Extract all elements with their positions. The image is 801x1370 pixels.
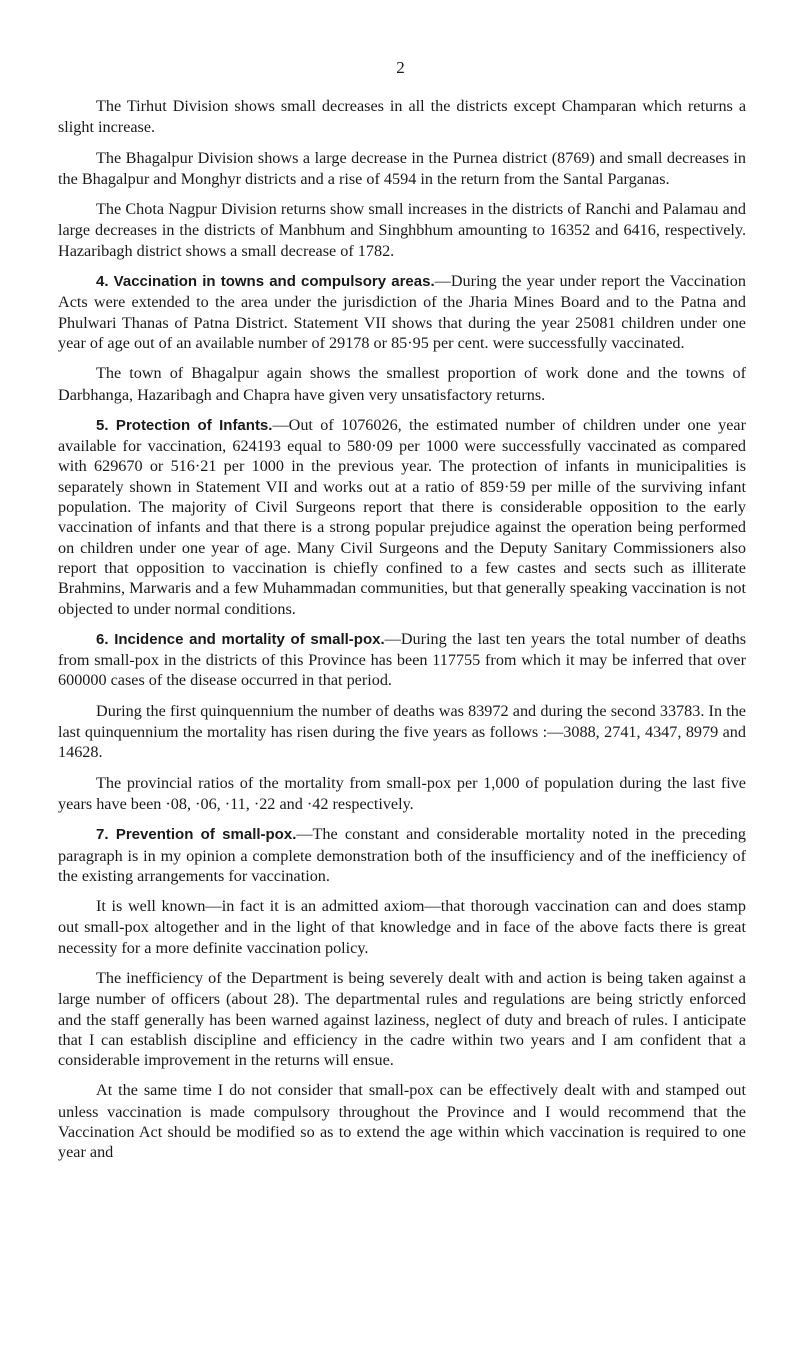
- section-5-protection-infants: [58, 415, 746, 619]
- paragraph-bhagalpur: [58, 148, 746, 190]
- paragraph-text: The Chota Nagpur Division returns show small increases in the districts of Ranchi and Palamau and large decreases in the districts of Manbhum and Singhbhum amounting to 16352 and 6416, respectively. Hazaribagh district shows a small decrease of 1782.: [58, 200, 746, 260]
- paragraph-text: —During the last ten years the total number of deaths from small-pox in the districts of this Province has been 117755 from which it may be inferred that over 600000 cases of the disease occurred in that period.: [58, 629, 746, 690]
- section-heading: 7. Prevention of small-pox.: [96, 826, 297, 844]
- paragraph-axiom: [58, 896, 746, 958]
- paragraph-text: The provincial ratios of the mortality from small-pox per 1,000 of population during the last five years have been ·08, ·06, ·11, ·22 and ·42 respectively.: [58, 773, 746, 813]
- paragraph-text: At the same time I do not consider that small-pox can be effectively dealt with and stamped out unless vaccination is made compulsory throughout the Province and I would recommend that the Vaccination Act should be modified so as to extend the age within which vaccination is required to one year and: [58, 1081, 746, 1162]
- paragraph-text: The Tirhut Division shows small decreases in all the districts except Champaran which returns a slight increase.: [58, 97, 746, 137]
- paragraph-text: During the first quinquennium the number of deaths was 83972 and during the second 33783. In the last quinquennium the mortality has risen during the five years as follows :—3088, 2741, 4347, 8979 and 14628.: [58, 701, 746, 762]
- paragraph-chota-nagpur: [58, 199, 746, 261]
- paragraph-text: The Bhagalpur Division shows a large decrease in the Purnea district (8769) and small decreases in the Bhagalpur and Monghyr districts and a rise of 4594 in the return from the Santal Parganas.: [58, 148, 746, 188]
- paragraph-text: It is well known—in fact it is an admitted axiom—that thorough vaccination can and does stamp out small-pox altogether and in the light of that knowledge and in face of the above facts there is great necessity for a more definite vaccination policy.: [58, 897, 746, 957]
- section-heading: 6. Incidence and mortality of small-pox.: [96, 630, 385, 648]
- paragraph-quinquennium: [58, 701, 746, 763]
- section-7-prevention: [58, 824, 746, 886]
- paragraph-text: —Out of 1076026, the estimated number of children under one year available for vaccination, 624193 equal to 580·09 per 1000 were successfully vaccinated as compared with 629670 or 516·21 per 1000 in the previous year. The protection of infants in municipalities is separately shown in Statement VII and works out at a ratio of 859·59 per mille of the surviving infant population. The majority of Civil Surgeons report that there is considerable opposition to the early vaccination of infants and that there is a strong popular prejudice against the operation being performed on children under one year of age. Many Civil Surgeons and the Deputy Sanitary Commissioners also report that opposition to vaccination is chiefly confined to a few castes and sects such as illiterate Brahmins, Marwaris and a few Muhammadan communities, but that generally speaking vaccination is not objected to under normal conditions.: [58, 415, 746, 618]
- section-heading: 5. Protection of Infants.: [96, 416, 273, 434]
- paragraph-tirhut: [58, 96, 746, 138]
- paragraph-bhagalpur-town: [58, 363, 746, 405]
- paragraph-text: The town of Bhagalpur again shows the smallest proportion of work done and the towns of Darbhanga, Hazaribagh and Chapra have given very unsatisfactory returns.: [58, 364, 746, 404]
- section-heading: 4. Vaccination in towns and compulsory areas.: [96, 273, 435, 291]
- paragraph-provincial-ratios: [58, 773, 746, 815]
- section-6-incidence-mortality: [58, 629, 746, 691]
- paragraph-text: —During the year under report the Vaccination Acts were extended to the area under the jurisdiction of the Jharia Mines Board and to the Patna and Phulwari Thanas of Patna District. Statement VII shows that during the year 25081 children under one year of age out of an available number of 29178 or 85·95 per cent. were successfully vaccinated.: [58, 272, 746, 352]
- document-body: [58, 96, 746, 1173]
- page-number: 2: [396, 58, 405, 77]
- paragraph-text: —The constant and considerable mortality noted in the preceding paragraph is in my opinion a complete demonstration both of the insufficiency and of the inefficiency of the existing arrangements for vaccination.: [58, 825, 746, 885]
- section-4-vaccination-towns: [58, 271, 746, 353]
- paragraph-inefficiency: [58, 968, 746, 1070]
- paragraph-text: The inefficiency of the Department is being severely dealt with and action is being taken against a large number of officers (about 28). The departmental rules and regulations are being strictly enforced and the staff generally has been warned against laziness, neglect of duty and breach of rules. I anticipate that I can establish discipline and efficiency in the cadre within two years and I am confident that a considerable improvement in the returns will ensue.: [58, 968, 746, 1070]
- paragraph-compulsory: [58, 1080, 746, 1162]
